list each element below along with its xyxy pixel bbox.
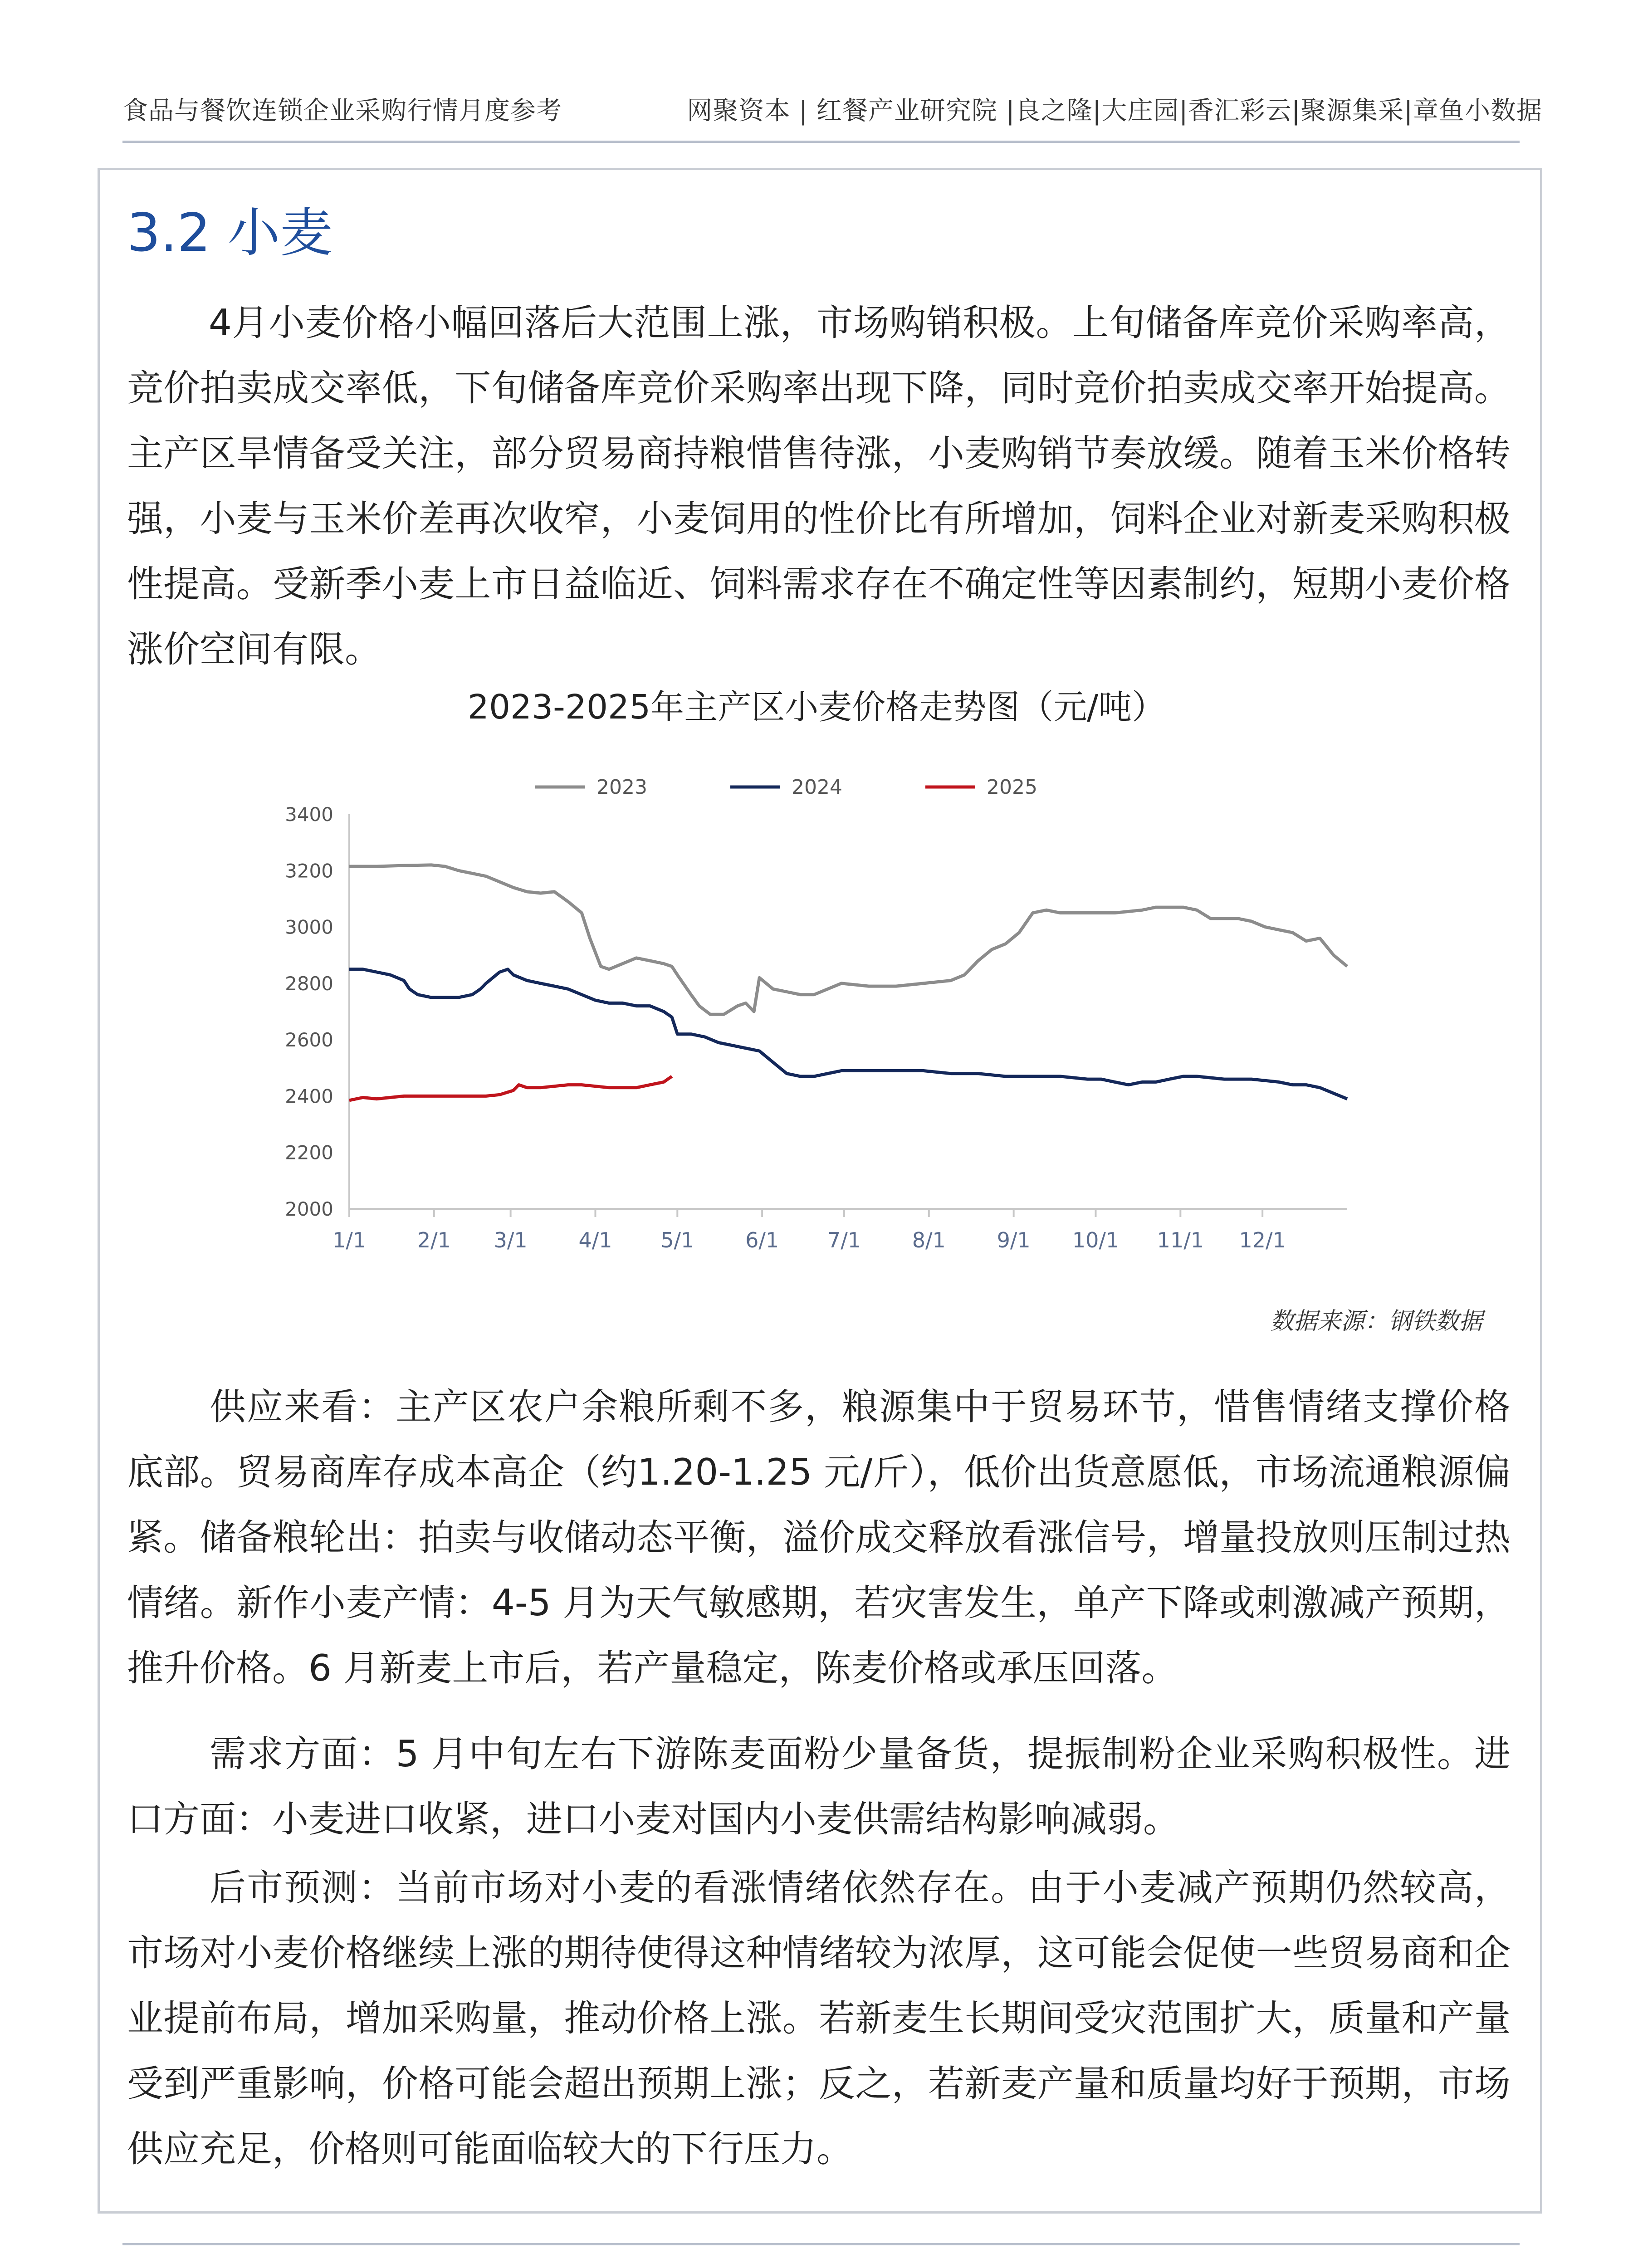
paragraph-supply (127, 1374, 1511, 1701)
paragraph-demand (127, 1721, 1511, 1852)
x-tick-label: 11/1 (1157, 1228, 1204, 1252)
y-tick-label: 2000 (285, 1198, 333, 1220)
wheat-price-chart (263, 771, 1384, 1270)
y-tick-label: 3400 (285, 803, 333, 826)
y-tick-label: 3000 (285, 916, 333, 938)
header-divider (122, 141, 1520, 143)
x-tick-label: 4/1 (578, 1228, 612, 1252)
series-line-2025 (349, 1076, 672, 1100)
x-tick-label: 5/1 (660, 1228, 694, 1252)
x-tick-label: 10/1 (1072, 1228, 1120, 1252)
chart-title: 2023-2025年主产区小麦价格走势图（元/吨） (467, 688, 1166, 727)
y-tick-label: 2800 (285, 972, 333, 995)
x-tick-label: 2/1 (417, 1228, 451, 1252)
x-tick-label: 3/1 (494, 1228, 528, 1252)
paragraph-intro-text: 4月小麦价格小幅回落后大范围上涨，市场购销积极。上旬储备库竞价采购率高，竞价拍卖成交率低，下旬储备库竞价采购率出现下降，同时竞价拍卖成交率开始提高。主产区旱情备受关注，部分贸易商持粮惜售待涨，小麦购销节奏放缓。随着玉米价格转强，小麦与玉米价差再次收窄，小麦饲用的性价比有所增加，饲料企业对新麦采购积极性提高。受新季小麦上市日益临近、饲料需求存在不确定性等因素制约，短期小麦价格涨价空间有限。 (127, 302, 1511, 670)
x-tick-label: 1/1 (332, 1228, 367, 1252)
header-left-title: 食品与餐饮连锁企业采购行情月度参考 (122, 96, 562, 126)
x-tick-label: 7/1 (827, 1228, 861, 1252)
footer-divider (122, 2243, 1520, 2245)
legend-label-2024: 2024 (792, 776, 842, 799)
y-tick-label: 2200 (285, 1141, 333, 1164)
x-tick-label: 9/1 (997, 1228, 1031, 1252)
section-title: 3.2 小麦 (127, 202, 333, 264)
y-tick-label: 2400 (285, 1085, 333, 1108)
paragraph-forecast-text: 后市预测：当前市场对小麦的看涨情绪依然存在。由于小麦减产预期仍然较高，市场对小麦价格继续上涨的期待使得这种情绪较为浓厚，这可能会促使一些贸易商和企业提前布局，增加采购量，推动价格上涨。若新麦生长期间受灾范围扩大，质量和产量受到严重影响，价格可能会超出预期上涨；反之，若新麦产量和质量均好于预期，市场供应充足，价格则可能面临较大的下行压力。 (127, 1867, 1511, 2170)
x-tick-label: 12/1 (1239, 1228, 1286, 1252)
y-tick-label: 3200 (285, 860, 333, 882)
data-source: 数据来源：钢铁数据 (1270, 1308, 1483, 1335)
series-line-2023 (349, 865, 1347, 1014)
legend-label-2023: 2023 (596, 776, 647, 799)
series-line-2024 (349, 969, 1347, 1099)
legend-label-2025: 2025 (987, 776, 1037, 799)
x-tick-label: 8/1 (912, 1228, 946, 1252)
header-right-orgs: 网聚资本 | 红餐产业研究院 |良之隆|大庄园|香汇彩云|聚源集采|章鱼小数据 (687, 96, 1542, 126)
x-tick-label: 6/1 (745, 1228, 779, 1252)
paragraph-supply-text: 供应来看：主产区农户余粮所剩不多，粮源集中于贸易环节，惜售情绪支撑价格底部。贸易商库存成本高企（约1.20-1.25 元/斤），低价出货意愿低，市场流通粮源偏紧。储备粮轮出：拍卖与收储动态平衡，溢价成交释放看涨信号，增量投放则压制过热情绪。新作小麦产情：4-5 月为天气敏感期，若灾害发生，单产下降或刺激减产预期，推升价格。6 月新麦上市后，若产量稳定，陈麦价格或承压回落。 (127, 1386, 1511, 1689)
paragraph-demand-text: 需求方面：5 月中旬左右下游陈麦面粉少量备货，提振制粉企业采购积极性。进口方面：小麦进口收紧，进口小麦对国内小麦供需结构影响减弱。 (127, 1733, 1511, 1840)
page-header (122, 91, 1542, 127)
paragraph-forecast (127, 1855, 1511, 2182)
paragraph-intro (127, 290, 1511, 682)
y-tick-label: 2600 (285, 1029, 333, 1051)
